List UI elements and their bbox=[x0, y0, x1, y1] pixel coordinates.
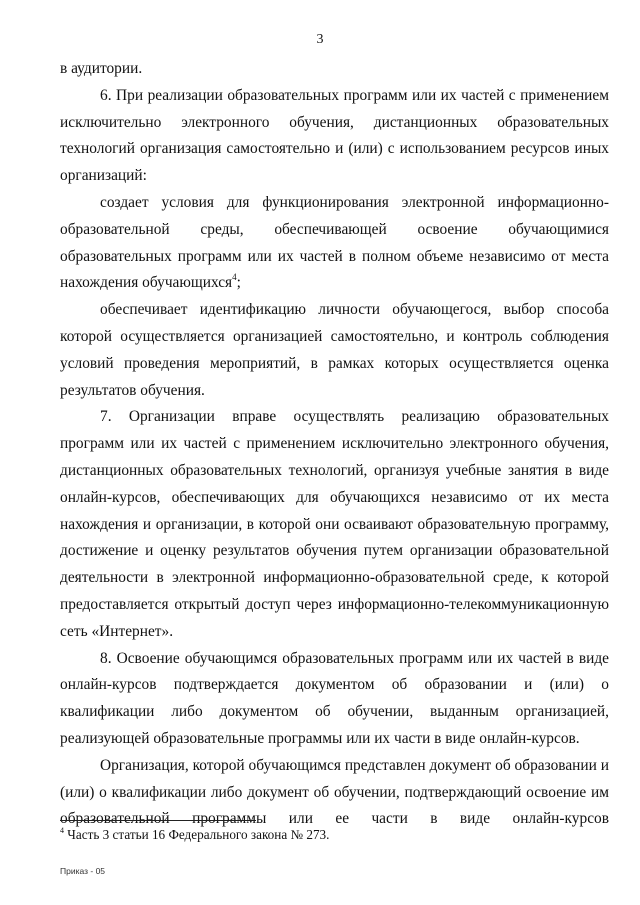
page-number: 3 bbox=[316, 32, 324, 47]
footnote-text: Часть 3 статьи 16 Федерального закона № 273. bbox=[64, 827, 330, 842]
document-code: Приказ - 05 bbox=[60, 866, 106, 876]
paragraph-item-6: 6. При реализации образовательных программ или их частей с применением исключительно электронного обучения, дистанционных образовательных технологий организация самостоятельно и (или) с использованием ресурсов иных организаций: bbox=[60, 86, 609, 185]
paragraph-item-8: 8. Освоение обучающимся образовательных программ или их частей в виде онлайн-курсов подтверждается документом об образовании и (или) о квалификации либо документом об обучении, выданным организацией, реализующей образовательные программы или их части в виде онлайн-курсов. bbox=[60, 649, 609, 747]
paragraph-continuation: в аудитории. bbox=[60, 60, 143, 77]
footnote bbox=[60, 826, 609, 843]
document-body bbox=[60, 56, 609, 833]
paragraph-tail: ; bbox=[236, 274, 241, 292]
paragraph-text: создает условия для функционирования электронной информационно-образовательной среды, обеспечивающей освоение обучающимися образовательных программ или их частей в полном объеме независимо от места нахождения обучающихся bbox=[60, 193, 609, 292]
footnote-separator bbox=[60, 820, 256, 821]
paragraph-item-8-continuation: Организация, которой обучающимся представлен документ об образовании и (или) о квалификации либо документ об обучении, подтверждающий освоение им образовательной программы или ее части в виде онлайн-курсов bbox=[60, 756, 609, 828]
footnote-marker: 4 bbox=[60, 825, 64, 835]
paragraph-item-7: 7. Организации вправе осуществлять реализацию образовательных программ или их частей с применением исключительно электронного обучения, дистанционных образовательных технологий, организуя учебные занятия в виде онлайн-курсов, обеспечивающих для обучающихся независимо от их места нахождения и организации, в которой они осваивают образовательную программу, достижение и оценку результатов обучения путем организации образовательной деятельности в электронной информационно-образовательной среде, к которой предоставляется открытый доступ через информационно-телекоммуникационную сеть «Интернет». bbox=[60, 408, 609, 640]
paragraph-item-6-sub-2: обеспечивает идентификацию личности обучающегося, выбор способа которой осуществляется организацией самостоятельно, и контроль соблюдения условий проведения мероприятий, в рамках которых осуществляется оценка результатов обучения. bbox=[60, 301, 609, 399]
paragraph-item-6-sub-1 bbox=[60, 190, 609, 297]
footnote-reference: 4 bbox=[232, 272, 237, 283]
